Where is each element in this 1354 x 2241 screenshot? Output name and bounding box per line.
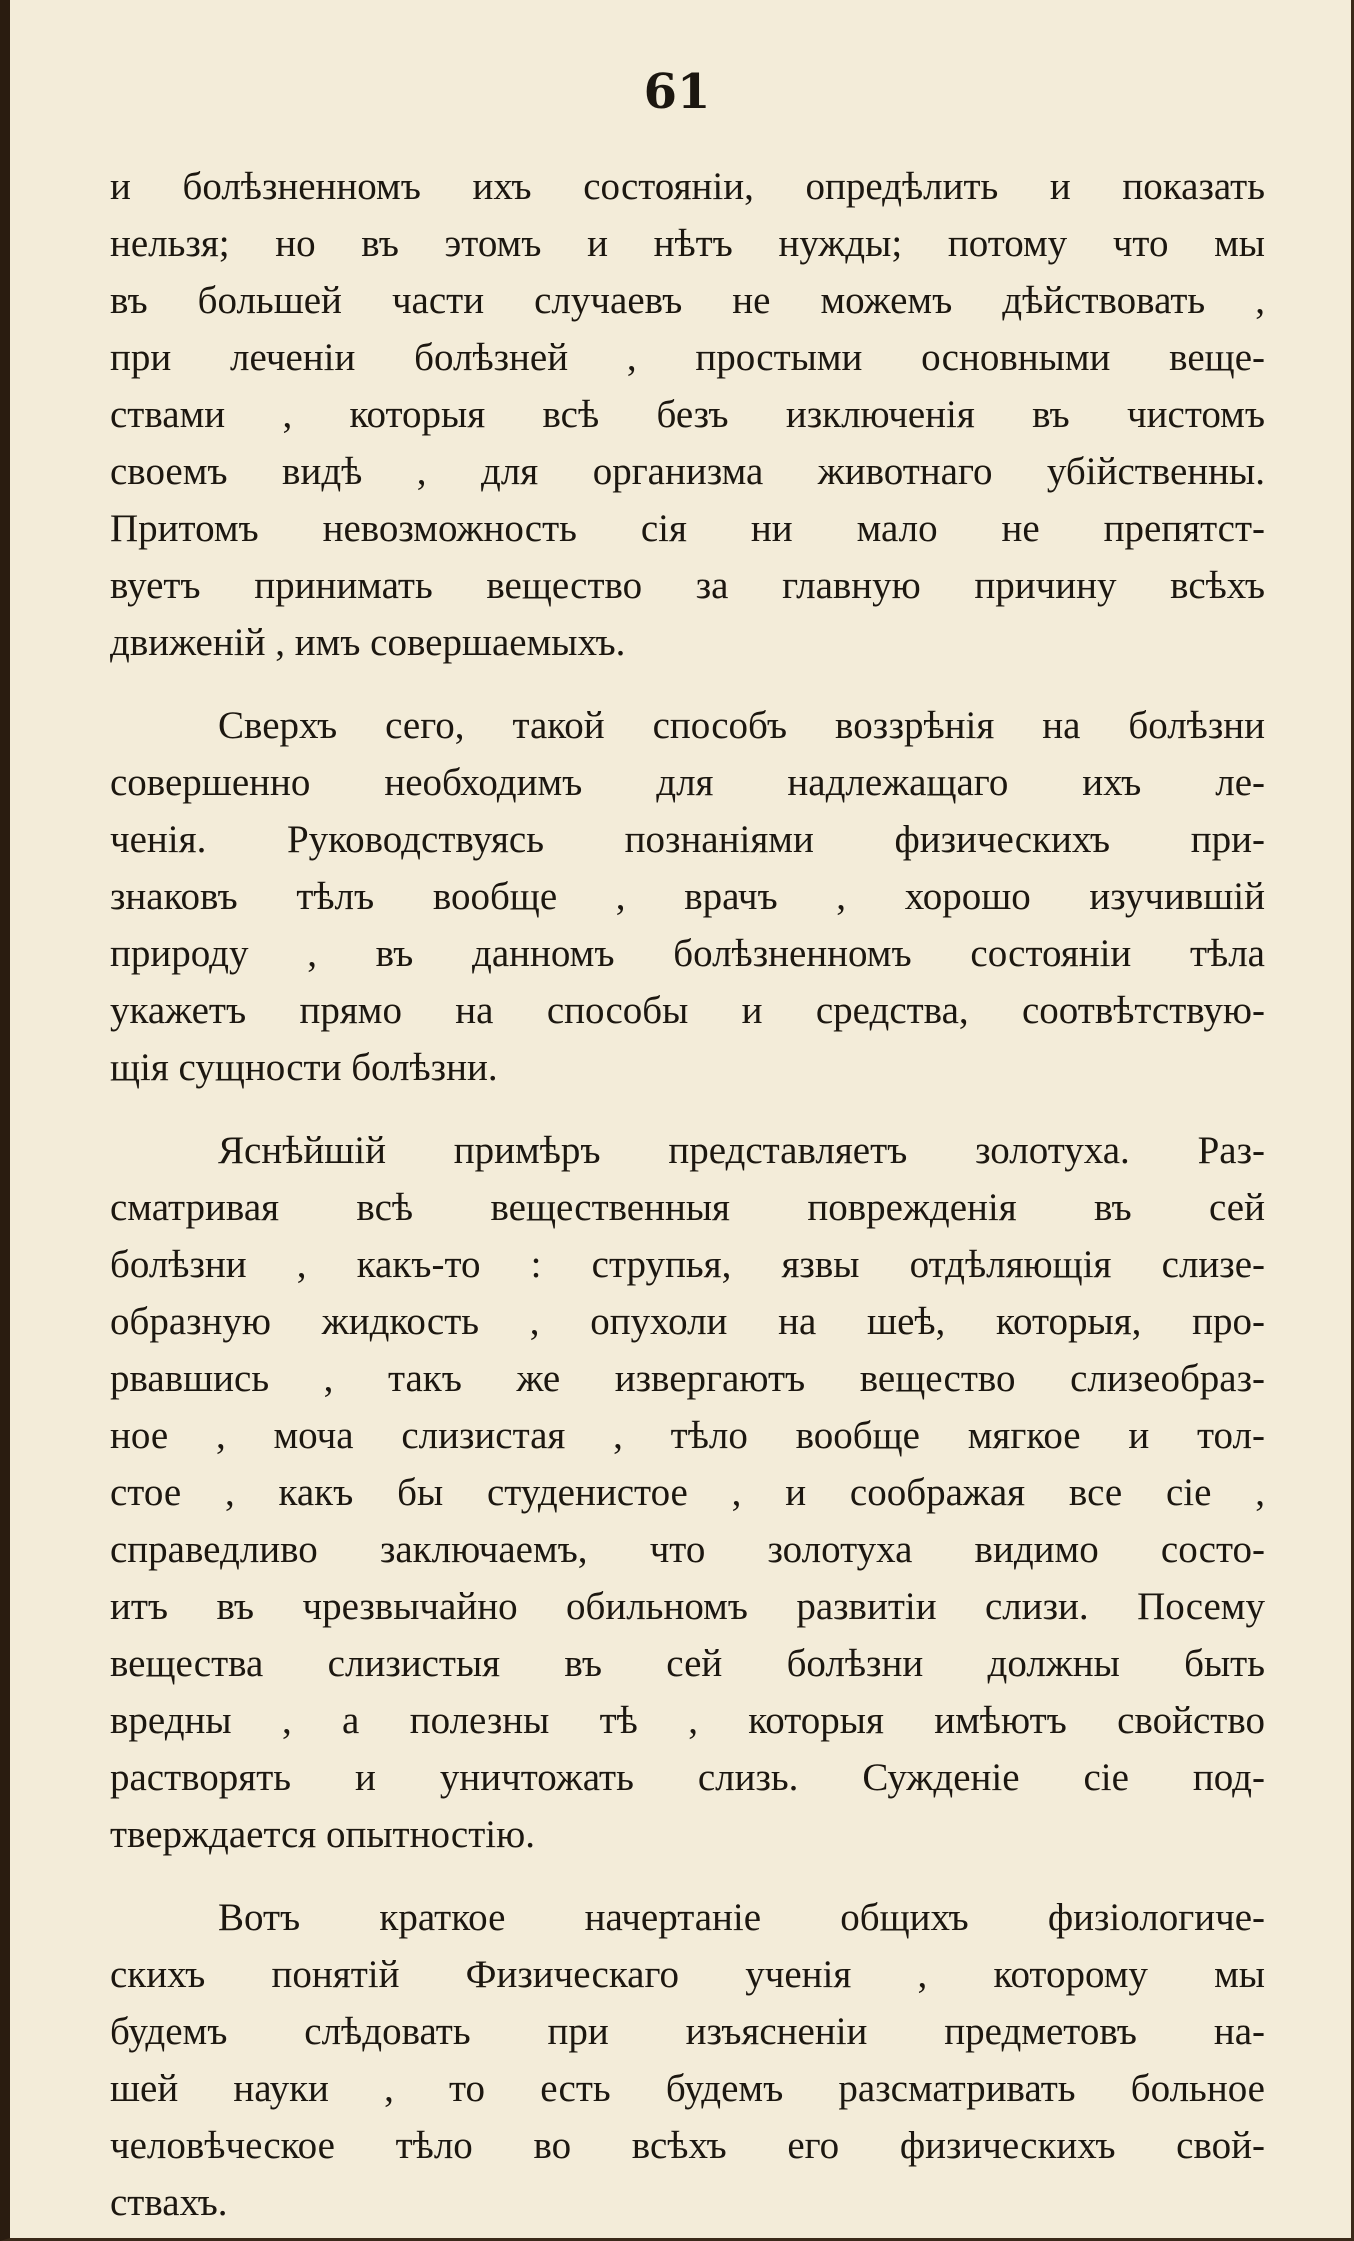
- text-line: справедливо заключаемъ, что золотуха видимо состо-: [110, 1528, 1265, 1571]
- text-line: стое , какъ бы студенистое , и соображая все сіе ,: [110, 1471, 1265, 1514]
- text-line: Вотъ краткое начертаніе общихъ физіологиче-: [218, 1896, 1265, 1939]
- text-line: вещества слизистыя въ сей болѣзни должны быть: [110, 1642, 1265, 1685]
- text-line: итъ въ чрезвычайно обильномъ развитіи слизи. Посему: [110, 1585, 1265, 1628]
- text-line: и болѣзненномъ ихъ состояніи, опредѣлить и показать: [110, 165, 1265, 208]
- text-line: скихъ понятій Физическаго ученія , которому мы: [110, 1953, 1265, 1996]
- text-line: шей науки , то есть будемъ разсматривать больное: [110, 2067, 1265, 2110]
- text-line: образную жидкость , опухоли на шеѣ, которыя, про-: [110, 1300, 1265, 1343]
- text-line: растворять и уничтожать слизь. Сужденіе сіе под-: [110, 1756, 1265, 1799]
- text-line: Сверхъ сего, такой способъ воззрѣнія на болѣзни: [218, 704, 1265, 747]
- paragraph: [110, 158, 1265, 671]
- text-line: ствахъ.: [110, 2181, 228, 2224]
- text-line: вредны , а полезны тѣ , которыя имѣютъ свойство: [110, 1699, 1265, 1742]
- text-line: природу , въ данномъ болѣзненномъ состояніи тѣла: [110, 932, 1265, 975]
- text-line: въ большей части случаевъ не можемъ дѣйствовать ,: [110, 279, 1265, 322]
- text-line: укажетъ прямо на способы и средства, соотвѣтствую-: [110, 989, 1265, 1032]
- text-line: болѣзни , какъ-то : струпья, язвы отдѣляющія слизе-: [110, 1243, 1265, 1286]
- text-line: сматривая всѣ вещественныя поврежденія въ сей: [110, 1186, 1265, 1229]
- page-number: 61: [643, 64, 711, 120]
- text-line: совершенно необходимъ для надлежащаго ихъ ле-: [110, 761, 1265, 804]
- text-line: Притомъ невозможность сія ни мало не препятст-: [110, 507, 1265, 550]
- text-line: своемъ видѣ , для организма животнаго убійственны.: [110, 450, 1265, 493]
- paragraph: [110, 697, 1265, 1096]
- text-line: тверждается опытностію.: [110, 1813, 536, 1856]
- text-line: ное , моча слизистая , тѣло вообще мягкое и тол-: [110, 1414, 1265, 1457]
- text-line: щія сущности болѣзни.: [110, 1046, 498, 1089]
- text-line: рвавшись , такъ же извергаютъ вещество слизеобраз-: [110, 1357, 1265, 1400]
- text-line: при леченіи болѣзней , простыми основными веще-: [110, 336, 1265, 379]
- body-text: [110, 158, 1265, 2241]
- text-line: нельзя; но въ этомъ и нѣтъ нужды; потому что мы: [110, 222, 1265, 265]
- text-line: ствами , которыя всѣ безъ изключенія въ чистомъ: [110, 393, 1265, 436]
- text-line: движеній , имъ совершаемыхъ.: [110, 621, 626, 664]
- text-line: ченія. Руководствуясь познаніями физическихъ при-: [110, 818, 1265, 861]
- paragraph: [110, 1122, 1265, 1863]
- text-line: будемъ слѣдовать при изъясненіи предметовъ на-: [110, 2010, 1265, 2053]
- text-line: вуетъ принимать вещество за главную причину всѣхъ: [110, 564, 1265, 607]
- text-line: человѣческое тѣло во всѣхъ его физическихъ свой-: [110, 2124, 1265, 2167]
- text-line: знаковъ тѣлъ вообще , врачъ , хорошо изучившій: [110, 875, 1265, 918]
- text-line: Яснѣйшій примѣръ представляетъ золотуха. Раз-: [218, 1129, 1265, 1172]
- paragraph: [110, 1889, 1265, 2231]
